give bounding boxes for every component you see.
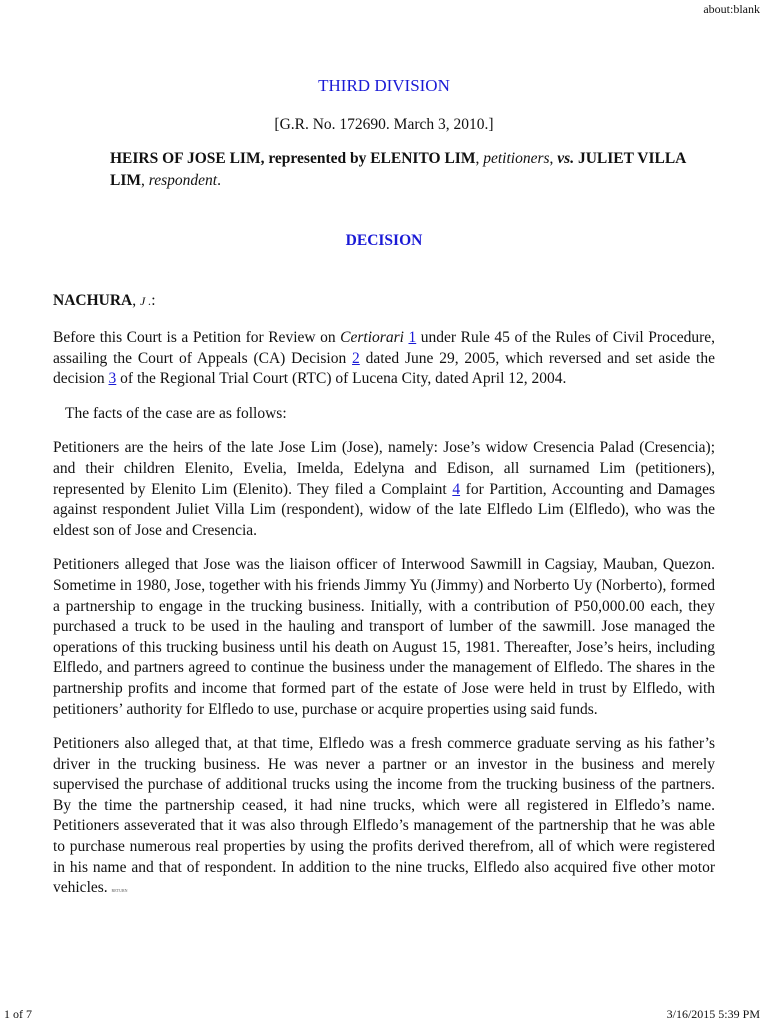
paragraph-3-text-a: Petitioners are the heirs of the late Jose Lim (Jose), namely: Jose’s widow Cresencia Palad (Cresencia); and their children Elenito, Evelia, Imelda, Edelyna and Edison, all surnamed Lim (petitioners), represented by Elenito Lim (Elenito). They filed a Complaint: [53, 439, 715, 498]
paragraph-1-text-d: of the Regional Trial Court (RTC) of Lucena City, dated April 12, 2004.: [116, 370, 567, 388]
certiorari-term: Certiorari: [340, 329, 404, 346]
paragraph-5-text: Petitioners also alleged that, at that time, Elfledo was a fresh commerce graduate serving as his father’s driver in the trucking business. He was never a partner or an investor in the business and merely supervised the purchase of additional trucks using the income from the trucking business of the partners. By the time the partnership ceased, it had nine trucks, which were all registered in Elfledo’s name. Petitioners asseverated that it was also through Elfledo’s management of the partnership that he was able to purchase numerous real properties by using the profits derived therefrom, all of which were registered in his name and that of respondent. In addition to the nine trucks, Elfledo also acquired five other motor vehicles.: [53, 735, 715, 897]
paragraph-2: The facts of the case are as follows:: [65, 404, 287, 422]
footnote-link-3[interactable]: 3: [108, 370, 117, 388]
return-marker: RETURN: [111, 888, 128, 894]
ponente-line: NACHURA, J .:: [53, 292, 156, 309]
versus-label: vs.: [557, 150, 575, 167]
decision-heading: DECISION: [345, 232, 423, 249]
ponente-title: J: [139, 294, 146, 308]
petitioners-label: petitioners: [483, 150, 550, 167]
paragraph-4: Petitioners alleged that Jose was the liaison officer of Interwood Sawmill in Cagsiay, Mauban, Quezon. Sometime in 1980, Jose, together with his friends Jimmy Yu (Jimmy) and Norberto Uy (Norberto), formed a partnership to engage in the trucking business. Initially, with a contribution of P50,000.00 each, they purchased a truck to be used in the hauling and transport of lumber of the sawmill. Jose managed the operations of this trucking business until his death on August 15, 1981. Thereafter, Jose’s heirs, including Elfledo, and partners agreed to continue the business under the management of Elfledo. The shares in the partnership profits and income that formed part of the estate of Jose were held in trust by Elfledo, with petitioners’ authority for Elfledo to use, purchase or acquire properties using said funds.: [53, 556, 715, 718]
paragraph-5: [53, 734, 715, 902]
page-counter: 1 of 7: [4, 1007, 32, 1021]
print-timestamp: 3/16/2015 5:39 PM: [666, 1007, 760, 1021]
paragraph-1-text-a: Before this Court is a Petition for Review on: [53, 329, 341, 346]
case-parties: HEIRS OF JOSE LIM, represented by ELENITO LIM, petitioners, vs. JULIET VILLA LIM, respondent.: [110, 150, 686, 189]
ponente-name: NACHURA: [53, 292, 133, 309]
document-page: [53, 76, 715, 902]
respondent-label: respondent: [148, 172, 218, 189]
paragraph-1-text-b: under Rule 45 of the Rules of Civil Procedure, assailing the Court of Appeals (CA) Decision: [53, 329, 715, 367]
footnote-link-1[interactable]: 1: [408, 329, 417, 346]
division-heading: THIRD DIVISION: [318, 76, 450, 95]
case-number: [G.R. No. 172690. March 3, 2010.]: [274, 116, 494, 133]
respondent-name: JULIET VILLA LIM: [110, 150, 686, 189]
footnote-link-4[interactable]: 4: [452, 480, 461, 498]
paragraph-3-text-b: for Partition, Accounting and Damages against respondent Juliet Villa Lim (respondent), widow of the late Elfledo Lim (Elfledo), who was the eldest son of Jose and Cresencia.: [53, 480, 715, 539]
paragraph-3: [53, 438, 715, 541]
paragraph-1: [53, 328, 715, 390]
browser-url-label: about:blank: [703, 2, 760, 16]
paragraph-1-text-c: dated June 29, 2005, which reversed and set aside the decision: [53, 349, 715, 388]
petitioners-name: HEIRS OF JOSE LIM, represented by ELENITO LIM: [110, 150, 476, 167]
footnote-link-2[interactable]: 2: [352, 349, 360, 367]
